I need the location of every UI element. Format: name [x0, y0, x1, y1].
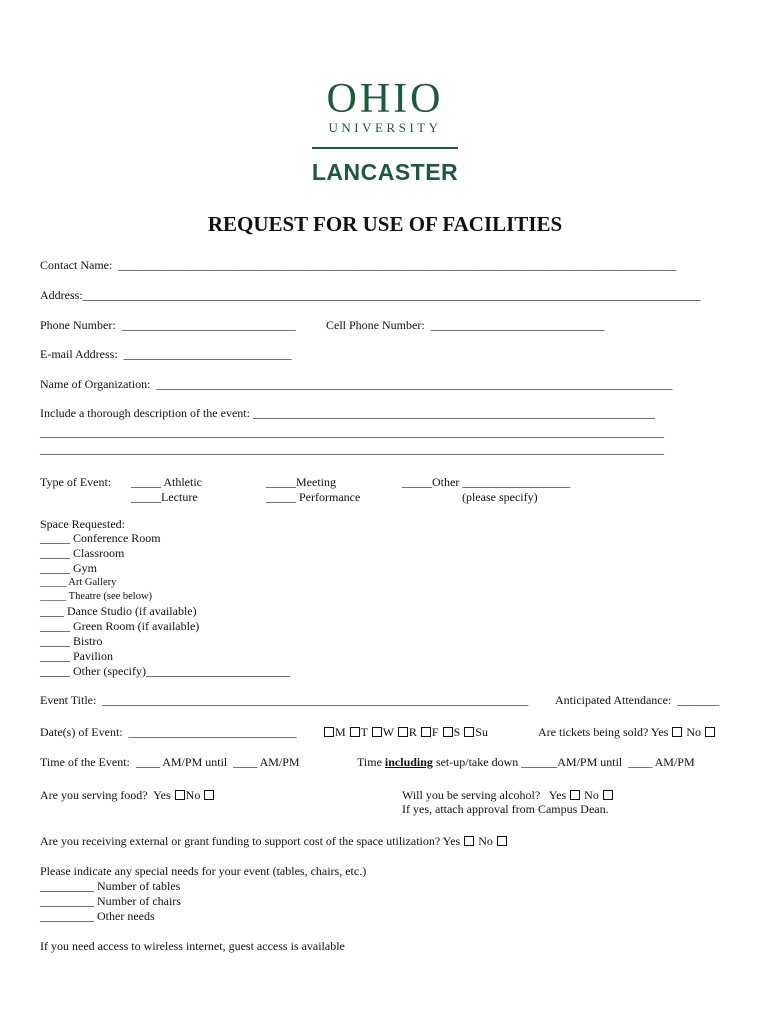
logo-university: UNIVERSITY [328, 120, 442, 135]
event-type-label: Type of Event: [40, 475, 112, 489]
space-item[interactable]: _____ Other (specify)________________________ [40, 664, 290, 678]
alcohol-no-label: No [584, 788, 599, 802]
logo-ohio: OHIO [326, 76, 444, 122]
setup-time-suffix: set-up/take down ______AM/PM until ____ AM/PM [432, 755, 695, 769]
funding-yes-checkbox[interactable] [464, 836, 474, 846]
organization-field[interactable]: Name of Organization: ______________________________________________________________________________________ [40, 377, 673, 391]
event-type-other-note: (please specify) [462, 490, 538, 504]
checkbox-wednesday[interactable] [372, 727, 382, 737]
funding-question [40, 834, 508, 848]
day-label: S [453, 725, 461, 739]
alcohol-yes-checkbox[interactable] [570, 790, 580, 800]
food-no-label: No [185, 788, 201, 802]
ohio-university-lancaster-logo [0, 78, 770, 184]
checkbox-tuesday[interactable] [350, 727, 360, 737]
funding-label: Are you receiving external or grant funding to support cost of the space utilization? Yes [40, 834, 461, 848]
food-no-checkbox[interactable] [204, 790, 214, 800]
checkbox-thursday[interactable] [398, 727, 408, 737]
checkbox-friday[interactable] [421, 727, 431, 737]
day-label: Su [475, 725, 488, 739]
day-label: M [335, 725, 346, 739]
wireless-note: If you need access to wireless internet, guest access is available [40, 939, 345, 953]
description-line-3[interactable]: ________________________________________________________________________________________________________ [40, 442, 664, 456]
setup-time-field[interactable] [357, 755, 695, 769]
address-field[interactable]: Address:_______________________________________________________________________________________________________ [40, 288, 701, 302]
cell-phone-field[interactable]: Cell Phone Number: _____________________________ [326, 318, 605, 332]
alcohol-question [402, 788, 614, 802]
alcohol-no-checkbox[interactable] [603, 790, 613, 800]
funding-no-label: No [478, 834, 493, 848]
including-emphasis: including [384, 755, 433, 769]
logo-divider [312, 147, 458, 149]
space-item[interactable]: _____ Bistro [40, 634, 103, 648]
event-type-lecture[interactable]: _____Lecture [131, 490, 198, 504]
tickets-no-checkbox[interactable] [705, 727, 715, 737]
event-dates-field[interactable]: Date(s) of Event: ____________________________ [40, 725, 297, 739]
day-label: R [408, 725, 417, 739]
food-label: Are you serving food? Yes [40, 788, 171, 802]
event-time-field[interactable]: Time of the Event: ____ AM/PM until ____ AM/PM [40, 755, 300, 769]
email-field[interactable]: E-mail Address: ____________________________ [40, 347, 292, 361]
setup-time-prefix: Time [357, 755, 385, 769]
special-needs-item[interactable]: _________ Number of chairs [40, 894, 181, 908]
page-title: REQUEST FOR USE OF FACILITIES [207, 212, 563, 236]
tickets-yes-label: Yes [650, 725, 669, 739]
space-item[interactable]: _____ Classroom [40, 546, 125, 560]
description-line-2[interactable]: ________________________________________________________________________________________________________ [40, 425, 664, 439]
food-yes-checkbox[interactable] [175, 790, 185, 800]
space-item[interactable]: ____ Dance Studio (if available) [40, 604, 197, 618]
space-item[interactable]: _____ Gym [40, 561, 97, 575]
special-needs-item[interactable]: _________ Other needs [40, 909, 155, 923]
tickets-question [538, 725, 716, 739]
tickets-label: Are tickets being sold? [538, 725, 649, 739]
description-field[interactable]: Include a thorough description of the event: ___________________________________________________________________ [40, 406, 655, 420]
day-label: F [431, 725, 439, 739]
space-item[interactable]: _____ Pavilion [40, 649, 114, 663]
checkbox-saturday[interactable] [443, 727, 453, 737]
space-item[interactable]: _____ Conference Room [40, 531, 161, 545]
days-of-week [323, 725, 488, 739]
contact-name-field[interactable]: Contact Name: _____________________________________________________________________________________________ [40, 258, 677, 272]
special-needs-intro: Please indicate any special needs for your event (tables, chairs, etc.) [40, 864, 367, 878]
phone-field[interactable]: Phone Number: _____________________________ [40, 318, 296, 332]
event-type-other[interactable]: _____Other __________________ [402, 475, 571, 489]
funding-no-checkbox[interactable] [497, 836, 507, 846]
space-requested-label: Space Requested: [40, 517, 125, 531]
event-type-meeting[interactable]: _____Meeting [266, 475, 336, 489]
attendance-field[interactable]: Anticipated Attendance: _______ [555, 693, 720, 707]
tickets-yes-checkbox[interactable] [672, 727, 682, 737]
space-item[interactable]: _____ Green Room (if available) [40, 619, 200, 633]
alcohol-note: If yes, attach approval from Campus Dean. [402, 802, 609, 816]
day-label: T [360, 725, 368, 739]
space-item[interactable]: _____ Art Gallery [40, 577, 117, 588]
space-item[interactable]: _____ Theatre (see below) [40, 591, 153, 602]
day-label: W [382, 725, 394, 739]
event-title-field[interactable]: Event Title: _______________________________________________________________________ [40, 693, 529, 707]
event-type-performance[interactable]: _____ Performance [266, 490, 361, 504]
special-needs-item[interactable]: _________ Number of tables [40, 879, 181, 893]
checkbox-sunday[interactable] [464, 727, 474, 737]
food-question [40, 788, 215, 802]
tickets-no-label: No [686, 725, 702, 739]
checkbox-monday[interactable] [324, 727, 334, 737]
logo-lancaster: LANCASTER [311, 159, 459, 185]
alcohol-label: Will you be serving alcohol? Yes [402, 788, 567, 802]
event-type-athletic[interactable]: _____ Athletic [131, 475, 202, 489]
